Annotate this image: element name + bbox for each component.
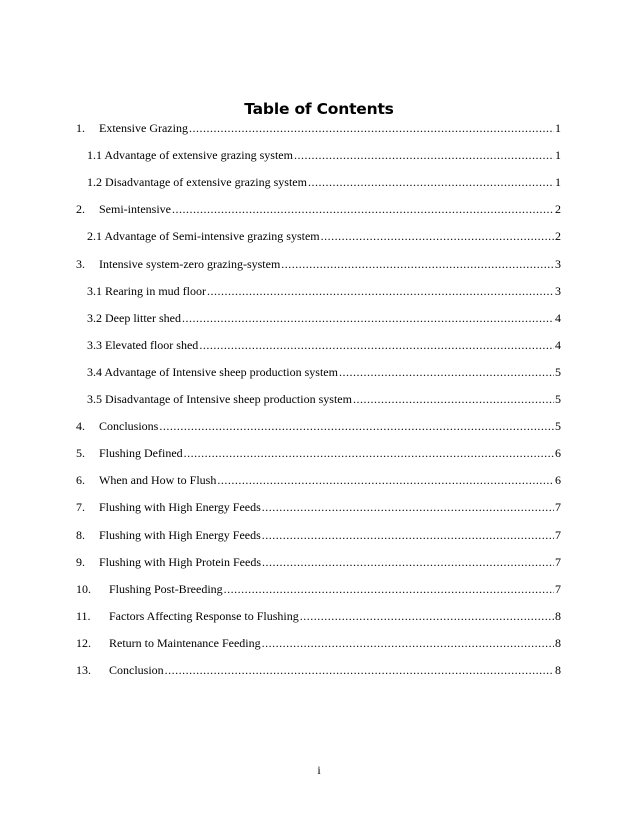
toc-dot-leader — [165, 661, 554, 679]
toc-entry-page-number: 5 — [555, 392, 561, 406]
toc-dot-leader — [262, 526, 554, 544]
toc-entry-label: Flushing with High Protein Feeds — [99, 554, 262, 569]
toc-dot-leader — [184, 444, 554, 462]
toc-entry-label: Intensive system-zero grazing-system — [99, 256, 281, 271]
toc-entry-page-number: 8 — [555, 608, 561, 623]
toc-entry-page-number: 4 — [555, 310, 561, 325]
toc-entry[interactable] — [87, 173, 561, 191]
toc-entry-number: 13. — [76, 663, 91, 677]
toc-entry[interactable] — [87, 282, 561, 300]
toc-entry-label: Extensive Grazing — [99, 121, 188, 135]
toc-dot-leader — [262, 553, 554, 571]
toc-entry-number: 7. — [76, 500, 85, 515]
toc-dot-leader — [189, 119, 554, 137]
toc-entry[interactable] — [76, 607, 561, 625]
toc-entry-number: 12. — [76, 635, 91, 650]
toc-entry-label: 2.1 Advantage of Semi-intensive grazing system — [87, 229, 320, 244]
toc-title: Table of Contents — [244, 100, 394, 118]
toc-entry[interactable] — [76, 580, 561, 598]
toc-entry[interactable] — [87, 227, 561, 245]
toc-entry[interactable] — [76, 661, 561, 679]
toc-entry[interactable] — [76, 498, 561, 516]
toc-dot-leader — [353, 390, 554, 408]
toc-dot-leader — [172, 200, 554, 218]
toc-entry-page-number: 1 — [555, 121, 561, 135]
toc-entry-label: 3.4 Advantage of Intensive sheep production system — [87, 364, 338, 379]
toc-entry-label: 3.5 Disadvantage of Intensive sheep production system — [87, 392, 352, 406]
toc-entry[interactable] — [87, 390, 561, 408]
toc-entry-page-number: 7 — [555, 527, 561, 542]
toc-dot-leader — [339, 363, 554, 381]
toc-entry-label: Semi-intensive — [99, 202, 171, 217]
toc-dot-leader — [300, 607, 554, 625]
toc-entry-page-number: 3 — [555, 256, 561, 271]
toc-entry-label: When and How to Flush — [99, 473, 217, 488]
toc-entry[interactable] — [87, 363, 561, 381]
toc-entry[interactable] — [87, 146, 561, 164]
toc-entry-page-number: 2 — [555, 202, 561, 217]
toc-entry-number: 11. — [76, 608, 91, 623]
toc-entry-number: 3. — [76, 256, 85, 271]
toc-dot-leader — [262, 634, 554, 652]
toc-entry[interactable] — [76, 526, 561, 544]
toc-entry-page-number: 4 — [555, 337, 561, 352]
toc-entry-label: Flushing with High Energy Feeds — [99, 527, 261, 542]
toc-entry-number: 6. — [76, 473, 85, 488]
toc-dot-leader — [294, 146, 554, 164]
toc-entry-page-number: 8 — [555, 635, 561, 650]
toc-entry-label: Return to Maintenance Feeding — [109, 635, 261, 650]
toc-entry-page-number: 7 — [555, 554, 561, 569]
toc-entry-page-number: 6 — [555, 446, 561, 461]
toc-entry[interactable] — [87, 336, 561, 354]
toc-entry-label: 3.2 Deep litter shed — [87, 310, 181, 325]
toc-entry-label: 1.1 Advantage of extensive grazing system — [87, 148, 293, 163]
toc-entry-label: Conclusion — [109, 663, 164, 677]
toc-entry-page-number: 1 — [555, 148, 561, 163]
toc-entry-number: 9. — [76, 554, 85, 569]
toc-dot-leader — [159, 417, 554, 435]
toc-entry[interactable] — [76, 417, 561, 435]
toc-entry[interactable] — [76, 200, 561, 218]
toc-dot-leader — [207, 282, 554, 300]
toc-dot-leader — [224, 580, 554, 598]
toc-entry[interactable] — [76, 553, 561, 571]
toc-entry-number: 5. — [76, 446, 85, 461]
toc-entry[interactable] — [76, 444, 561, 462]
toc-entry-label: Factors Affecting Response to Flushing — [109, 608, 299, 623]
toc-entry-label: 1.2 Disadvantage of extensive grazing system — [87, 175, 307, 190]
toc-entry-page-number: 1 — [555, 175, 561, 190]
toc-entry-page-number: 7 — [555, 581, 561, 596]
toc-entry-number: 8. — [76, 527, 85, 542]
page-number: i — [317, 763, 321, 777]
toc-entry-label: 3.3 Elevated floor shed — [87, 337, 199, 352]
toc-entry-page-number: 5 — [555, 419, 561, 434]
toc-entry-label: Flushing with High Energy Feeds — [99, 500, 261, 515]
toc-dot-leader — [262, 498, 554, 516]
toc-entry-page-number: 6 — [555, 473, 561, 488]
toc-entry-label: Flushing Post-Breeding — [109, 581, 223, 596]
toc-dot-leader — [321, 227, 554, 245]
toc-dot-leader — [308, 173, 554, 191]
toc-entry[interactable] — [76, 471, 561, 489]
toc-entry-number: 4. — [76, 419, 85, 434]
toc-entry-label: 3.1 Rearing in mud floor — [87, 283, 206, 298]
toc-dot-leader — [281, 255, 554, 273]
toc-entry-label: Conclusions — [99, 419, 159, 434]
toc-entry-label: Flushing Defined — [99, 446, 183, 461]
toc-entry[interactable] — [76, 255, 561, 273]
toc-dot-leader — [182, 309, 554, 327]
toc-entry-page-number: 3 — [555, 283, 561, 298]
toc-dot-leader — [217, 471, 554, 489]
toc-entry-number: 10. — [76, 581, 91, 596]
toc-entry-page-number: 5 — [555, 364, 561, 379]
toc-entry-page-number: 2 — [555, 229, 561, 244]
toc-entry[interactable] — [76, 119, 561, 137]
toc-entry-page-number: 7 — [555, 500, 561, 515]
toc-entry[interactable] — [76, 634, 561, 652]
toc-entry-number: 2. — [76, 202, 85, 217]
toc-entry[interactable] — [87, 309, 561, 327]
toc-entry-number: 1. — [76, 121, 85, 135]
toc-dot-leader — [199, 336, 554, 354]
toc-entry-page-number: 8 — [555, 663, 561, 677]
